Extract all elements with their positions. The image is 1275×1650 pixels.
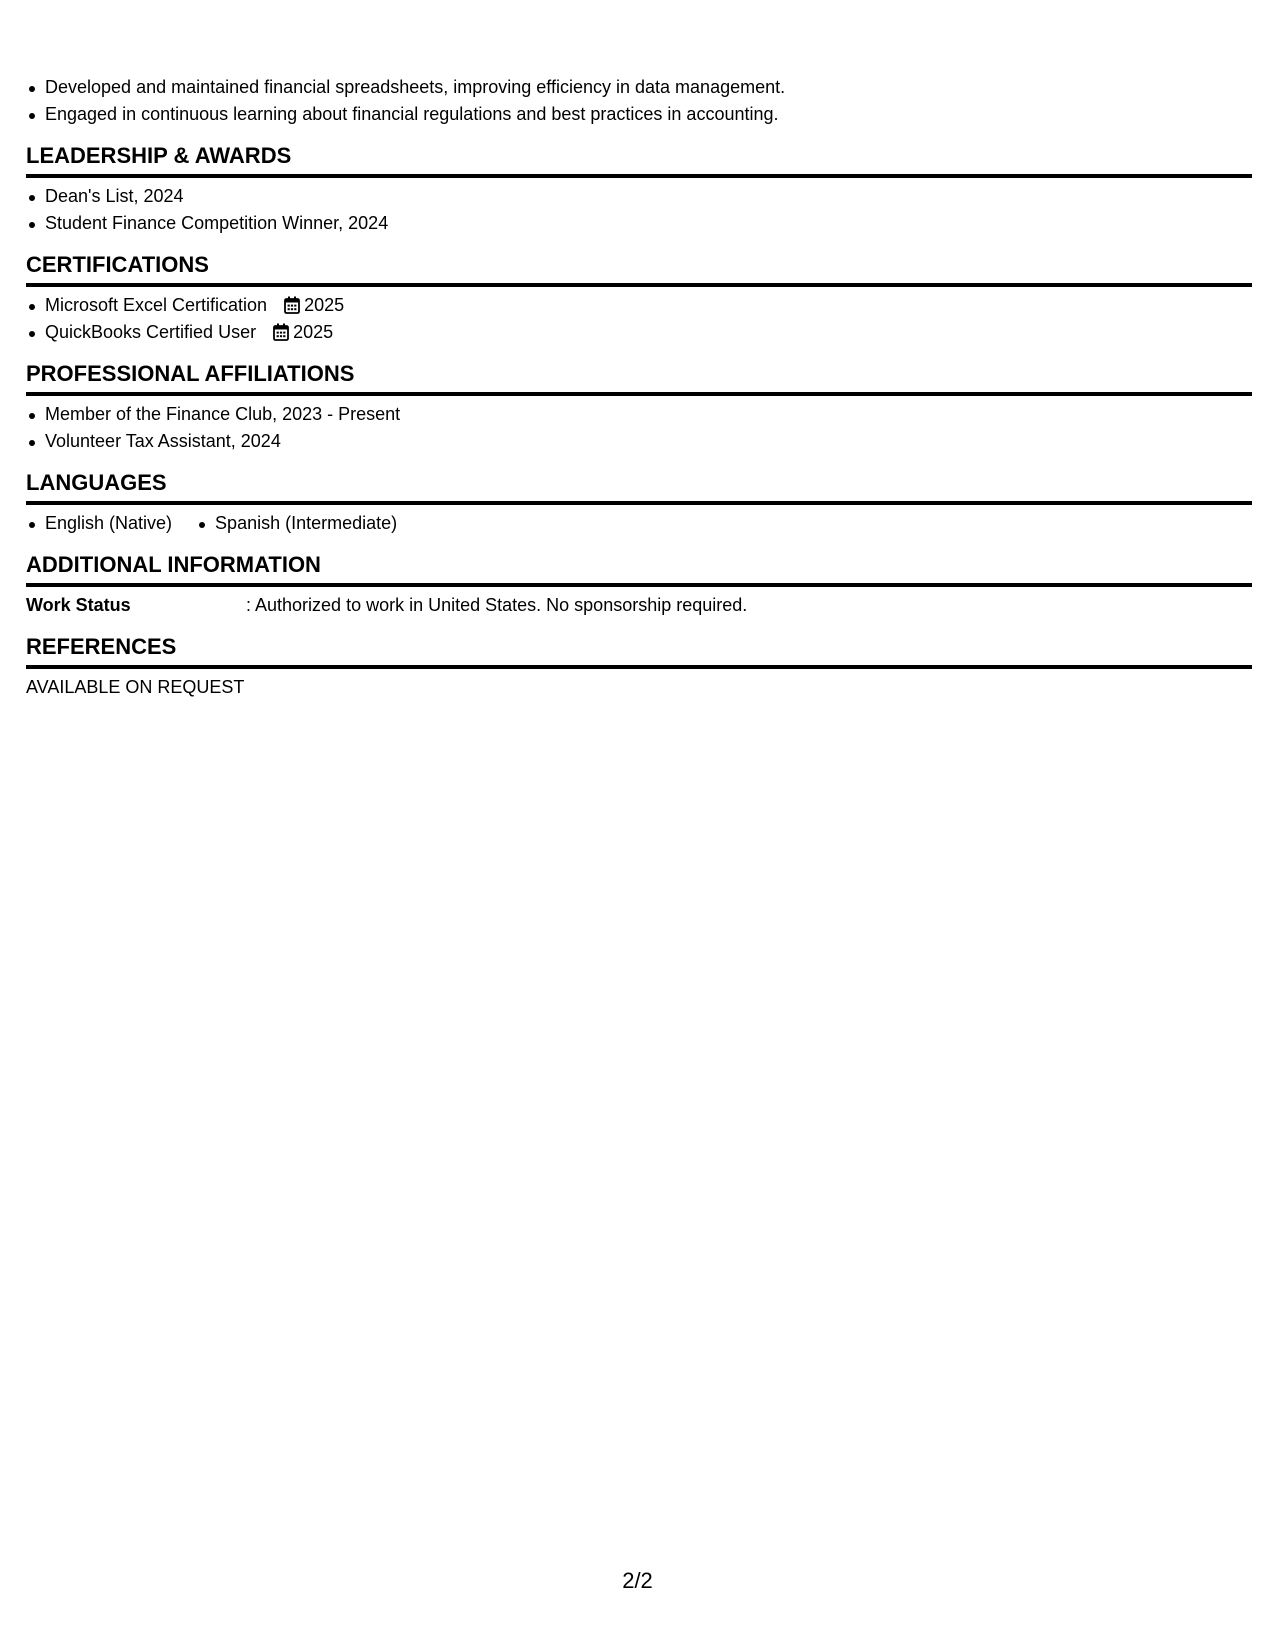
certification-name: Microsoft Excel Certification [45, 295, 268, 315]
list-item: Student Finance Competition Winner, 2024 [26, 210, 1252, 237]
additional-info-section [26, 550, 1252, 619]
section-title: REFERENCES [26, 632, 1252, 669]
list-item: Developed and maintained financial spreadsheets, improving efficiency in data management. [26, 74, 1252, 101]
certification-date [273, 319, 333, 346]
languages-list [26, 510, 1252, 537]
calendar-icon [273, 323, 289, 341]
certification-year: 2025 [293, 322, 334, 342]
language-item: Spanish (Intermediate) [196, 510, 397, 537]
leadership-list [26, 183, 1252, 237]
work-status-value: : Authorized to work in United States. No sponsorship required. [246, 595, 748, 615]
work-status-row [26, 592, 1252, 619]
section-title: LEADERSHIP & AWARDS [26, 141, 1252, 178]
calendar-icon [284, 296, 300, 314]
affiliations-section [26, 359, 1252, 455]
languages-section [26, 468, 1252, 537]
experience-continued-list [26, 74, 1252, 128]
list-item: Member of the Finance Club, 2023 - Present [26, 401, 1252, 428]
list-item: Dean's List, 2024 [26, 183, 1252, 210]
certifications-section [26, 250, 1252, 346]
section-title: ADDITIONAL INFORMATION [26, 550, 1252, 587]
section-title: LANGUAGES [26, 468, 1252, 505]
page-number: 2/2 [622, 1568, 653, 1593]
list-item: Engaged in continuous learning about financial regulations and best practices in accounting. [26, 101, 1252, 128]
language-item: English (Native) [26, 510, 172, 537]
leadership-section [26, 141, 1252, 237]
certifications-list [26, 292, 1252, 346]
affiliations-list [26, 401, 1252, 455]
certification-name: QuickBooks Certified User [45, 322, 257, 342]
references-section [26, 632, 1252, 701]
references-text: AVAILABLE ON REQUEST [26, 677, 245, 697]
work-status-label: Work Status [26, 595, 131, 615]
certification-date [284, 292, 344, 319]
list-item [26, 319, 1252, 346]
section-title: PROFESSIONAL AFFILIATIONS [26, 359, 1252, 396]
list-item: Volunteer Tax Assistant, 2024 [26, 428, 1252, 455]
resume-page-2 [26, 74, 1252, 701]
section-title: CERTIFICATIONS [26, 250, 1252, 287]
certification-year: 2025 [304, 295, 345, 315]
list-item [26, 292, 1252, 319]
